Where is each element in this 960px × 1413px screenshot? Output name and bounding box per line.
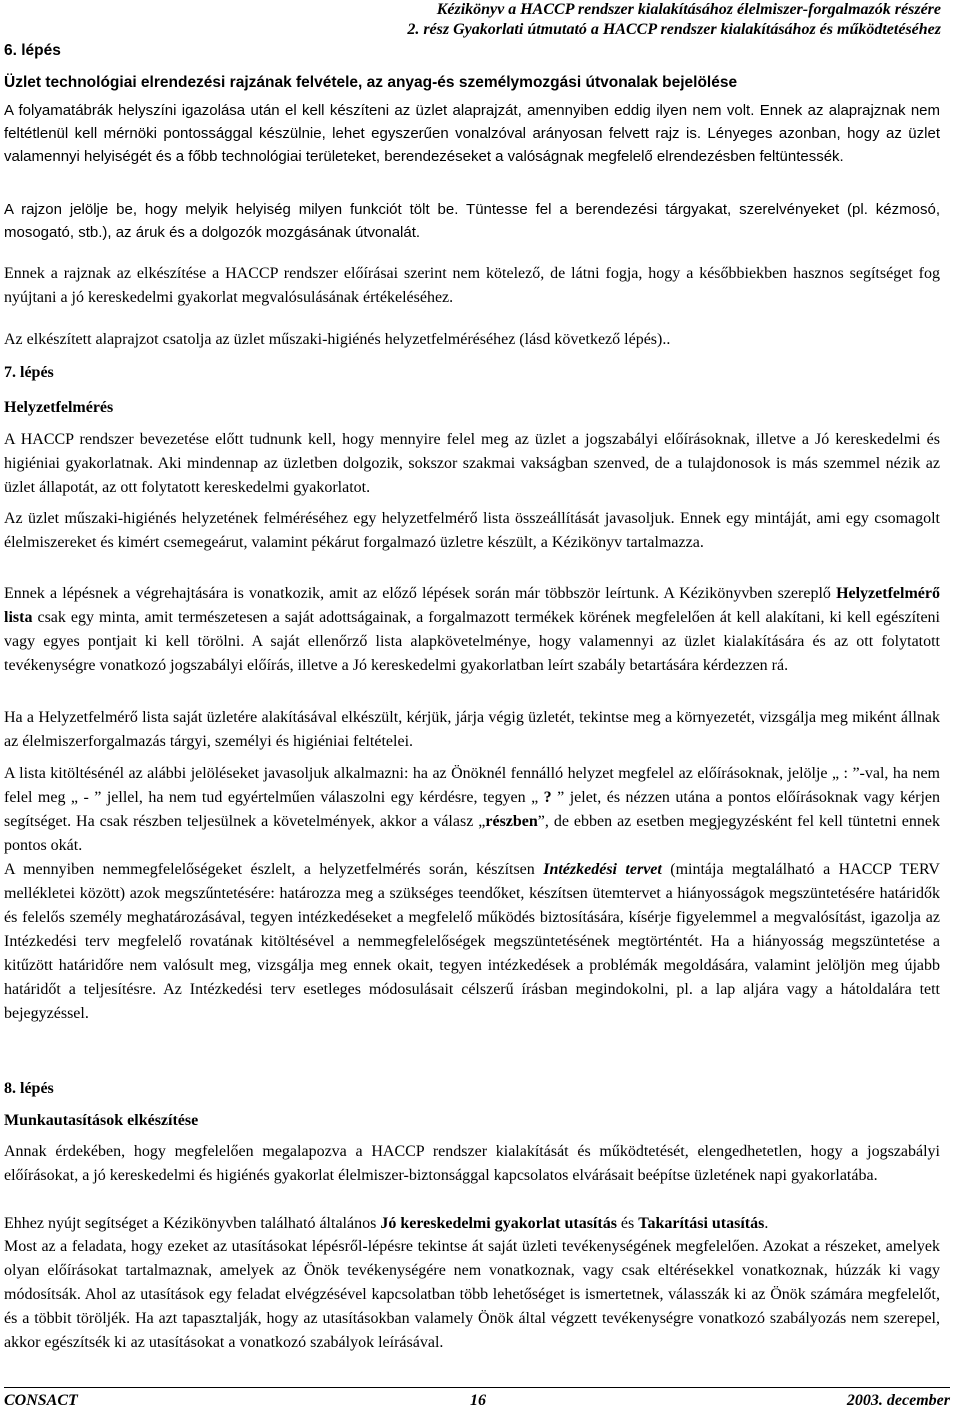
step8-label: 8. lépés <box>4 1080 54 1097</box>
step7-p6-text-c: (mintája megtalálható a HACCP TERV mellékletei között) azok megszűntetésére: határozza meg a szükséges teendőket, készítsen ütemtervet a hiányosságok megszüntetésére határidők és felelős személy meghatározásával, tegyen intézkedéseket a megfelelő működés biztosítására, kísérje figyelemmel a megvalósítást, igazolja az Intézkedési terv megfelelő rovatának kitöltésével a nemmegfelelőségek megszüntetésének megtörténtét. Ha a hiányosság megszüntetése a kitűzött határidőre nem valósult meg, vizsgálja meg ennek okait, tegyen intézkedések a problémák megoldására, valamint jelöljön meg újabb határidőt a teljesítésre. Az Intézkedési terv esetleges módosulásait célszerű írásban megindokolni, pl. a lap aljára vagy a hátoldalára tett bejegyzéssel. <box>4 861 940 1022</box>
running-header <box>407 0 941 40</box>
step8-p2-bold-1: Jó kereskedelmi gyakorlat utasítás <box>380 1215 617 1232</box>
step7-p5-bold-question: ? <box>543 789 552 806</box>
step8-p2-text-e: . <box>764 1215 769 1232</box>
footer-date: 2003. december <box>846 1392 950 1409</box>
step7-title: Helyzetfelmérés <box>4 399 114 416</box>
step8-paragraph-3: Most az a feladata, hogy ezeket az utasításokat lépésről-lépésre tekintse át saját üzleti tevékenységének megfelelően. Azokat a részeket, amelyek olyan előírásokat tartalmaznak, amelyek az Önök tevékenységére nem vonatkoznak, vagy csak eltérésekkel vonatkoznak, húzzák ki vagy módosítsák. Ahol az utasítások egy feladat elvégzésével kapcsolatban több lehetőséget is ismertetnek, válasszák ki az Önök számára megfelelőt, és a többit töröljék. Ha azt tapasztalják, hogy az utasításokban valamely Önök által végzett tevékenységre vonatkozó szabályozás nem szerepel, akkor egészítsék ki az utasításokat a vonatkozó szabályok leírásával. <box>4 1238 940 1351</box>
step6-paragraph-1: A folyamatábrák helyszíni igazolása után el kell készíteni az üzlet alaprajzát, amennyiben eddig ilyen nem volt. Ennek az alaprajznak nem feltétlenül kell mérnöki pontossággal készülnie, lehet egyszerűen vonalzóval arányosan felvett rajz is. Lényeges azonban, hogy az üzlet valamennyi helyiségét és a főbb technológiai területeket, berendezéseket a valóságnak megfelelő elrendezésben feltüntessék. <box>4 102 940 165</box>
running-header-line1: Kézikönyv a HACCP rendszer kialakításához élelmiszer-forgalmazók részére <box>436 1 941 18</box>
step6-paragraph-4: Az elkészített alaprajzot csatolja az üzlet műszaki-higiénés helyzetfelméréséhez (lásd következő lépés).. <box>4 331 671 348</box>
step7-p3-text-c: csak egy minta, amit természetesen a saját adottságainak, a forgalmazott termékek körének megfelelően át kell alakítani, ki kell egészíteni vagy egyes pontjait ki kell törölni. A saját ellenőrző lista alapkövetelménye, hogy valamennyi az üzlet kialakítására és az ott folytatott tevékenységre vonatkozó jogszabályi előírás, illetve a Jó kereskedelmi gyakorlatban leírt szabály betartására kérdezzen rá. <box>4 609 940 674</box>
step7-p3-text-a: Ennek a lépésnek a végrehajtására is vonatkozik, amit az előző lépések során már többször leírtunk. A Kézikönyvben szereplő <box>4 585 837 602</box>
step7-p6-bold-italic: Intézkedési tervet <box>543 861 662 878</box>
step8-paragraph-2 <box>4 1212 940 1236</box>
step7-paragraph-5 <box>4 762 940 858</box>
step6-title: Üzlet technológiai elrendezési rajzának felvétele, az anyag-és személymozgási útvonalak bejelölése <box>4 74 738 91</box>
step8-p2-text-c: és <box>616 1215 639 1232</box>
step7-paragraph-6 <box>4 858 940 1026</box>
step7-p5-text-e: ”, de ebben az esetben megjegyzésként fel kell tüntetni ennek pontos okát. <box>4 813 940 854</box>
footer-page-number: 16 <box>470 1392 486 1409</box>
step7-paragraph-4: Ha a Helyzetfelmérő lista saját üzletére alakításával elkészült, kérjük, járja végig üzletét, tekintse meg a környezetét, vizsgálja meg miként állnak az élelmiszerforgalmazás tárgyi, személyi és higiéniai feltételei. <box>4 709 940 750</box>
step7-paragraph-3 <box>4 582 940 678</box>
step7-p6-text-a: A mennyiben nemmegfelelőségeket észlelt, a helyzetfelmérés során, készítsen <box>4 861 544 878</box>
footer-rule <box>4 1387 950 1388</box>
step6-paragraph-3: Ennek a rajznak az elkészítése a HACCP rendszer előírásai szerint nem kötelező, de látni fogja, hogy a későbbiekben hasznos segítséget fog nyújtani a jó kereskedelmi gyakorlat megvalósulásának értékeléséhez. <box>4 265 940 306</box>
step8-paragraph-1: Annak érdekében, hogy megfelelően megalapozva a HACCP rendszer kialakítását és működtetését, elengedhetetlen, hogy a jogszabályi előírásokat, a jó kereskedelmi és higiénés gyakorlat élelmiszer-biztonsággal kapcsolatos elvárásait beépítse üzletének napi gyakorlatába. <box>4 1143 940 1184</box>
step7-paragraph-1: A HACCP rendszer bevezetése előtt tudnunk kell, hogy mennyire felel meg az üzlet a jogszabályi előírásoknak, illetve a Jó kereskedelmi és higiéniai gyakorlatnak. Aki mindennap az üzletben dolgozik, sokszor szakmai vakságban szenved, de a tulajdonosok is más szemmel nézik az üzlet állapotát, az ott folytatott kereskedelmi gyakorlatot. <box>4 431 940 496</box>
step8-p2-bold-2: Takarítási utasítás <box>638 1215 765 1232</box>
step7-p5-text-a: A lista kitöltésénél az alábbi jelöléseket javasoljuk alkalmazni: ha az Önöknél fennálló helyzet megfelel az előírásoknak, jelölje „ : ”-val, ha nem felel meg „ - ” jellel, ha nem tud egyértelműen válaszolni egy kérdésre, tegyen „ <box>4 765 940 806</box>
step7-p5-bold-reszben: részben <box>485 813 538 830</box>
step6-label: 6. lépés <box>4 42 61 59</box>
step7-label: 7. lépés <box>4 364 54 381</box>
step7-paragraph-2: Az üzlet műszaki-higiénés helyzetének felméréséhez egy helyzetfelmérő lista összeállítását javasoljuk. Ennek egy mintáját, ami egy csomagolt élelmiszereket és kimért csemegeárut, valamint pékárut forgalmazó üzletre készült, a Kézikönyv tartalmazza. <box>4 510 940 551</box>
step7-p3-bold: Helyzetfelmérő lista <box>4 585 940 626</box>
step8-p2-text-a: Ehhez nyújt segítséget a Kézikönyvben található általános <box>4 1215 381 1232</box>
step6-paragraph-2: A rajzon jelölje be, hogy melyik helyiség milyen funkciót tölt be. Tüntesse fel a berendezési tárgyakat, szerelvényeket (pl. kézmosó, mosogató, stb.), az áruk és a dolgozók mozgásának útvonalát. <box>4 201 940 241</box>
step7-p5-text-c: ” jelet, és nézzen utána a pontos előírásoknak vagy kérjen segítséget. Ha csak részben teljesülnek a követelmények, akkor a válasz „ <box>4 789 941 830</box>
footer-left: CONSACT <box>4 1392 78 1409</box>
running-header-line2: 2. rész Gyakorlati útmutató a HACCP rendszer kialakításához és működtetéséhez <box>407 21 941 38</box>
step8-title: Munkautasítások elkészítése <box>4 1112 199 1129</box>
